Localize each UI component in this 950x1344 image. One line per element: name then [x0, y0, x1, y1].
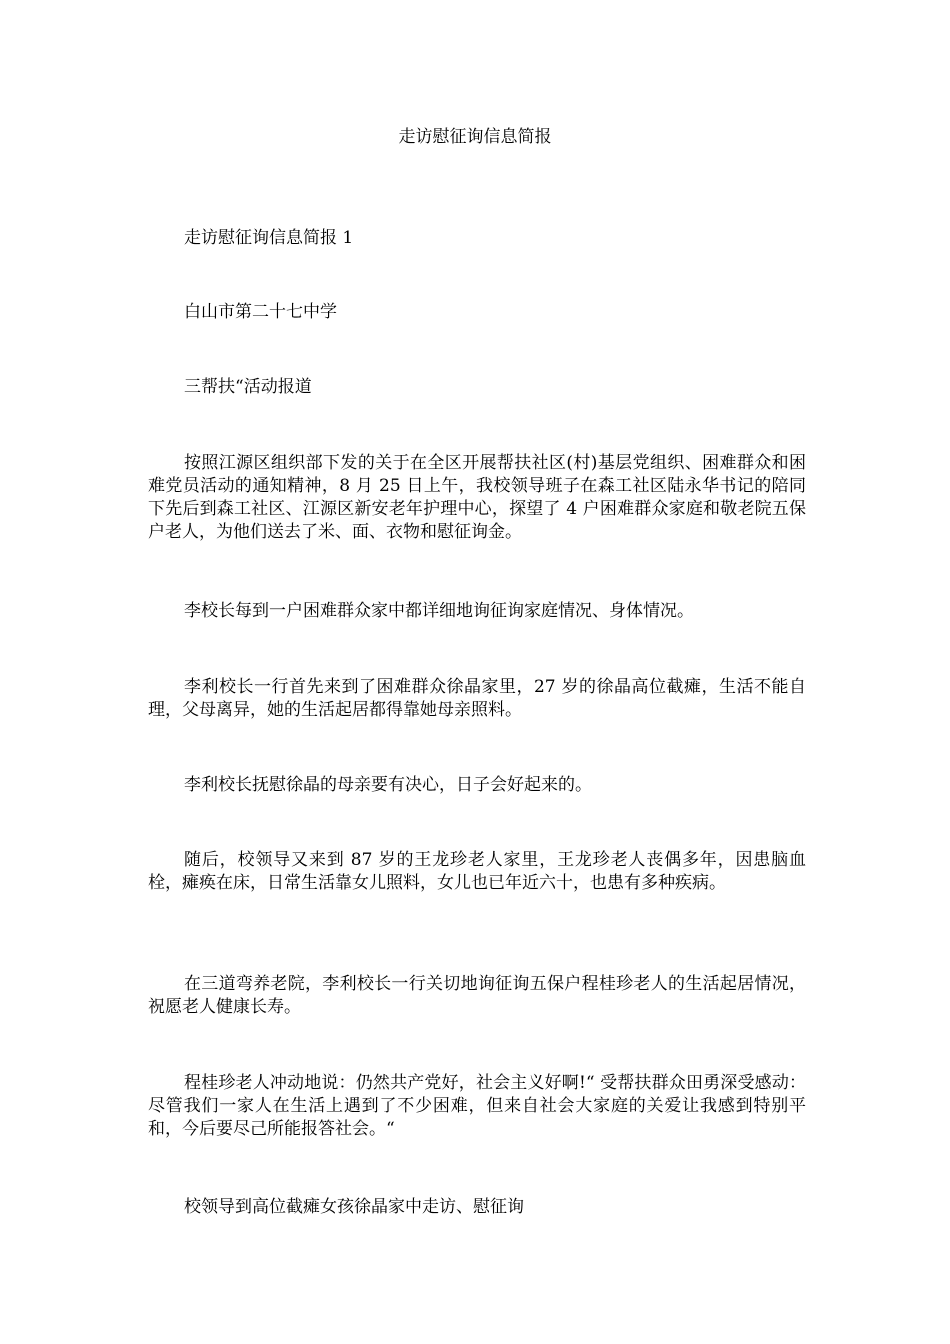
paragraph-principal-visit: 李校长每到一户困难群众家中都详细地询征询家庭情况、身体情况。: [184, 601, 694, 621]
paragraph-xu-jing: 李利校长一行首先来到了困难群众徐晶家里，27 岁的徐晶高位截瘫，生活不能自理，父母离异，她的生活起居都得靠她母亲照料。: [148, 677, 806, 720]
paragraph-cheng-guizhen: 程桂珍老人冲动地说：仍然共产党好，社会主义好啊!“ 受帮扶群众田勇深受感动：尽管我们一家人在生活上遇到了不少困难，但来自社会大家庭的关爱让我感到特别平和，今后要尽己所能报答社会。“: [148, 1073, 806, 1139]
document-title: 走访慰征询信息简报: [398, 127, 552, 147]
paragraph-nursing-home: 在三道弯养老院，李利校长一行关切地询征询五保户程桂珍老人的生活起居情况，祝愿老人健康长寿。: [148, 974, 806, 1017]
school-name: 白山市第二十七中学: [184, 302, 337, 322]
report-subtitle: 三帮扶“活动报道: [184, 377, 312, 397]
photo-caption: 校领导到高位截瘫女孩徐晶家中走访、慰征询: [184, 1197, 524, 1217]
paragraph-comfort: 李利校长抚慰徐晶的母亲要有决心，日子会好起来的。: [184, 775, 592, 795]
section-heading: 走访慰征询信息简报 1: [184, 228, 354, 248]
paragraph-intro: 按照江源区组织部下发的关于在全区开展帮扶社区(村)基层党组织、困难群众和困难党员活动的通知精神，8 月 25 日上午，我校领导班子在森工社区陆永华书记的陪同下先后到森工社区、江源区新安老年护理中心，探望了 4 户困难群众家庭和敬老院五保户老人，为他们送去了米、面、衣物和慰征询金。: [148, 453, 806, 542]
paragraph-wang-longzhen: 随后，校领导又来到 87 岁的王龙珍老人家里，王龙珍老人丧偶多年，因患脑血栓，瘫痪在床，日常生活靠女儿照料，女儿也已年近六十，也患有多种疾病。: [148, 850, 806, 893]
